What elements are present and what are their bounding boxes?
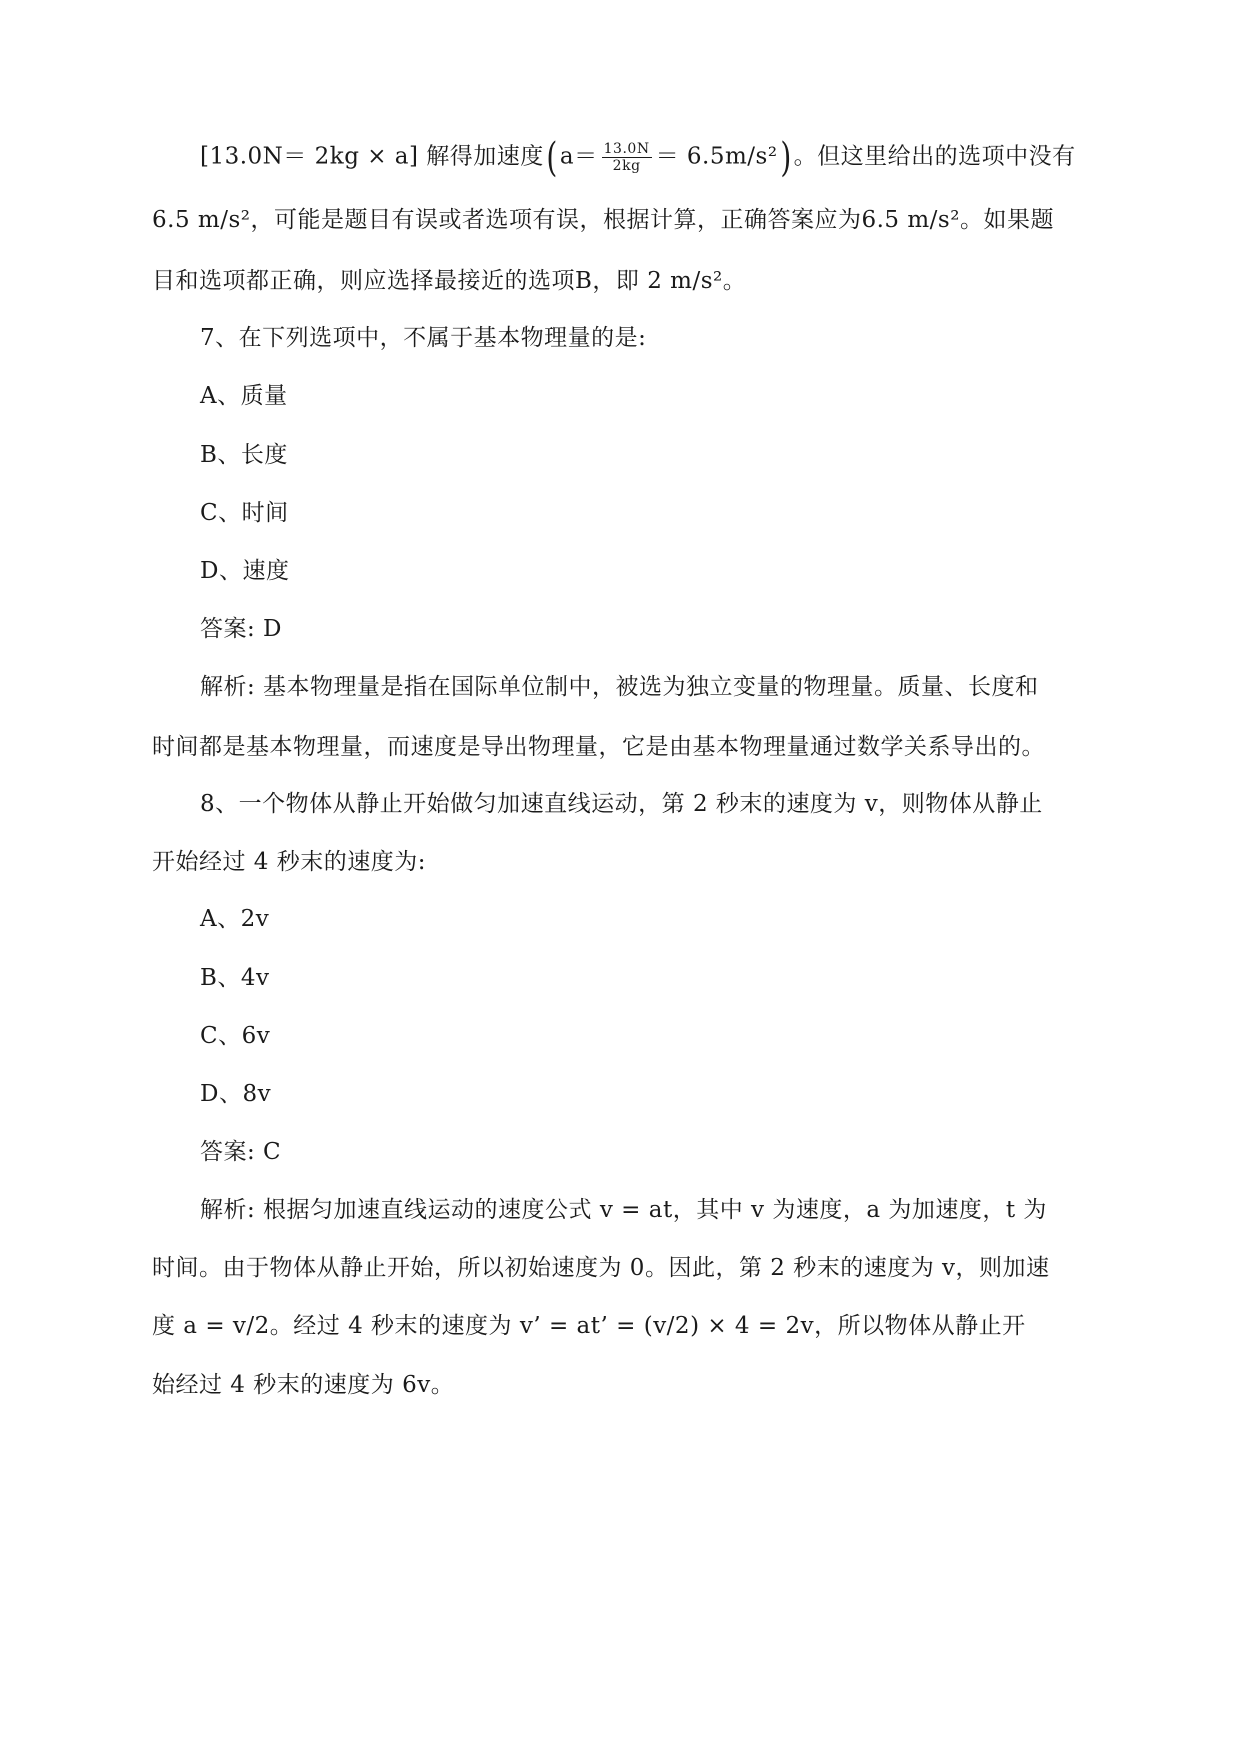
formula-left: a＝ <box>559 143 598 170</box>
q7-option-a: A、质量 <box>200 383 288 409</box>
left-paren: ( <box>546 134 558 181</box>
q7-analysis-line-1: 解析: 基本物理量是指在国际单位制中，被选为独立变量的物理量。质量、长度和 <box>200 674 1039 700</box>
fraction-numerator: 13.0N <box>603 141 650 157</box>
acceleration-formula <box>544 134 794 181</box>
q8-question-line-1: 8、一个物体从静止开始做匀加速直线运动，第 2 秒末的速度为 v，则物体从静止 <box>200 791 1043 817</box>
paragraph-line-1 <box>200 134 1092 181</box>
q8-option-b: B、4v <box>200 965 270 991</box>
paragraph-line-2: 6.5 m/s²，可能是题目有误或者选项有误，根据计算，正确答案应为6.5 m/s²。如果题 <box>152 207 1054 233</box>
right-paren: ) <box>779 134 792 181</box>
q8-analysis-line-1: 解析: 根据匀加速直线运动的速度公式 v = at，其中 v 为速度，a 为加速度，t 为 <box>200 1197 1047 1223</box>
q8-option-a: A、2v <box>200 906 270 932</box>
q8-answer: 答案: C <box>200 1139 282 1165</box>
fraction-denominator: 2kg <box>612 158 641 174</box>
line1-suffix: 。但这里给出的选项中没有 <box>793 143 1076 170</box>
formula-right: ＝ 6.5m/s² <box>655 143 778 170</box>
q8-analysis-line-3: 度 a = v/2。经过 4 秒末的速度为 v’ = at’ = (v/2) × 4 = 2v，所以物体从静止开 <box>152 1313 1026 1339</box>
q7-analysis-line-2: 时间都是基本物理量，而速度是导出物理量，它是由基本物理量通过数学关系导出的。 <box>152 734 1045 760</box>
fraction <box>602 141 652 174</box>
line1-prefix: [13.0N＝ 2kg × a] 解得加速度 <box>200 143 544 170</box>
q7-option-d: D、速度 <box>200 558 290 584</box>
q7-option-b: B、长度 <box>200 442 288 468</box>
q8-option-c: C、6v <box>200 1023 271 1049</box>
q7-answer: 答案: D <box>200 616 283 642</box>
q8-question-line-2: 开始经过 4 秒末的速度为: <box>152 849 427 875</box>
paragraph-line-3: 目和选项都正确，则应选择最接近的选项B，即 2 m/s²。 <box>152 268 747 294</box>
q8-analysis-line-2: 时间。由于物体从静止开始，所以初始速度为 0。因此，第 2 秒末的速度为 v，则加速 <box>152 1255 1050 1281</box>
q7-option-c: C、时间 <box>200 500 289 526</box>
q7-question: 7、在下列选项中，不属于基本物理量的是: <box>200 325 647 351</box>
q8-analysis-line-4: 始经过 4 秒末的速度为 6v。 <box>152 1372 455 1398</box>
q8-option-d: D、8v <box>200 1081 272 1107</box>
